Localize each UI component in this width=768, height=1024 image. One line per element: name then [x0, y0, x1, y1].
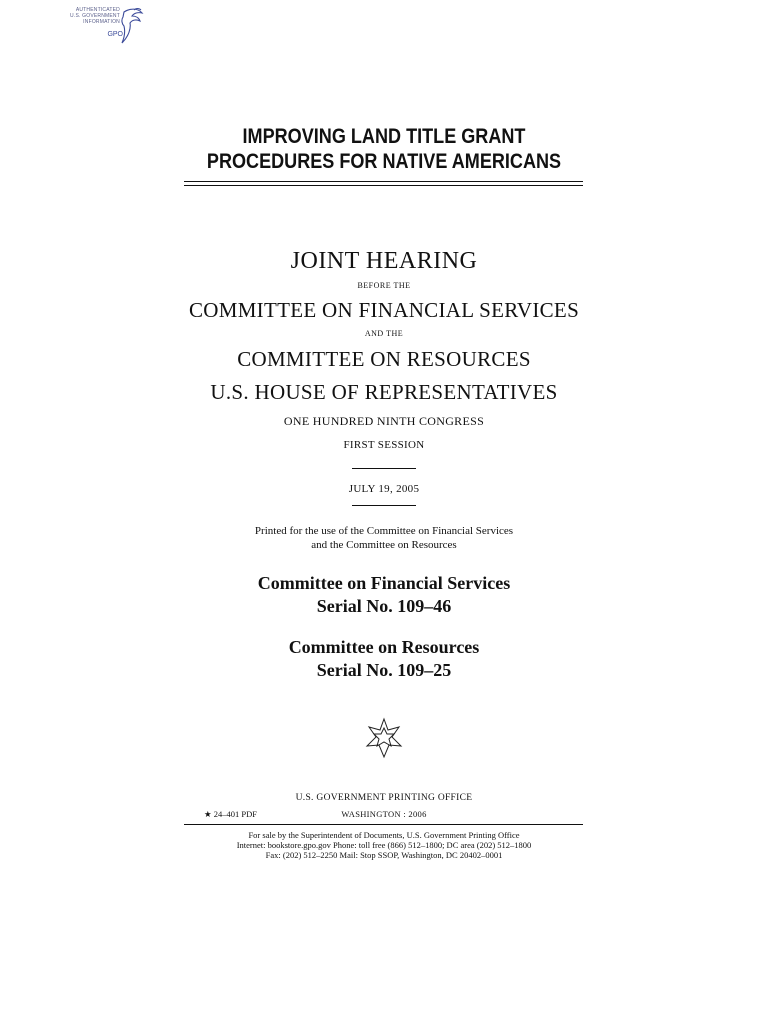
- sale-info: [0, 830, 768, 860]
- document-title: [54, 124, 714, 174]
- date-rule: [352, 505, 416, 506]
- congress-label: ONE HUNDRED NINTH CONGRESS: [283, 414, 485, 428]
- seal-text: [58, 7, 120, 25]
- serial-committee-name: Committee on Financial Services: [257, 573, 511, 593]
- hearing-heading: JOINT HEARING: [290, 248, 478, 274]
- printing-office: U.S. GOVERNMENT PRINTING OFFICE: [295, 793, 473, 803]
- publication-place: WASHINGTON: [341, 809, 401, 819]
- title-rule-bottom: [184, 185, 583, 186]
- house-of-representatives: U.S. HOUSE OF REPRESENTATIVES: [210, 380, 558, 404]
- title-rule-top: [184, 181, 583, 182]
- gpo-authentication-seal: [58, 6, 148, 48]
- publication-place-date: [0, 809, 768, 819]
- printed-note: [0, 524, 768, 552]
- hearing-date: JULY 19, 2005: [348, 483, 420, 495]
- before-the-label: BEFORE THE: [357, 281, 411, 290]
- sale-line-2: Internet: bookstore.gpo.gov Phone: toll free (866) 512–1800; DC area (202) 512–1800: [236, 840, 532, 850]
- committee-resources: COMMITTEE ON RESOURCES: [237, 347, 531, 371]
- sale-line-3: Fax: (202) 512–2250 Mail: Stop SSOP, Washington, DC 20402–0001: [265, 850, 503, 860]
- serial-block-resources: [0, 636, 768, 682]
- session-rule: [352, 468, 416, 469]
- serial-number: Serial No. 109–25: [316, 660, 452, 680]
- title-line-1: IMPROVING LAND TITLE GRANT: [242, 125, 526, 148]
- title-line-2: PROCEDURES FOR NATIVE AMERICANS: [206, 150, 562, 173]
- gpo-star-ornament-icon: [364, 717, 404, 759]
- seal-line-1: AUTHENTICATED: [75, 7, 120, 13]
- stock-number: ★ 24–401 PDF: [204, 809, 257, 819]
- serial-committee-name: Committee on Resources: [288, 637, 480, 657]
- serial-block-financial-services: [0, 572, 768, 618]
- printed-note-line-2: and the Committee on Resources: [311, 539, 457, 551]
- session-label: FIRST SESSION: [343, 439, 425, 451]
- committee-financial-services: COMMITTEE ON FINANCIAL SERVICES: [188, 298, 580, 322]
- serial-number: Serial No. 109–46: [316, 596, 452, 616]
- place-date-separator: :: [403, 809, 409, 819]
- eagle-icon: [116, 6, 146, 48]
- publication-year: 2006: [408, 809, 427, 819]
- seal-line-2: U.S. GOVERNMENT: [70, 13, 120, 19]
- sale-line-1: For sale by the Superintendent of Documents, U.S. Government Printing Office: [248, 830, 520, 840]
- and-the-label: AND THE: [364, 329, 404, 338]
- printed-note-line-1: Printed for the use of the Committee on Financial Services: [254, 525, 514, 537]
- seal-gpo-mark: GPO: [107, 31, 123, 38]
- seal-line-3: INFORMATION: [83, 19, 120, 25]
- footer-rule: [184, 824, 583, 825]
